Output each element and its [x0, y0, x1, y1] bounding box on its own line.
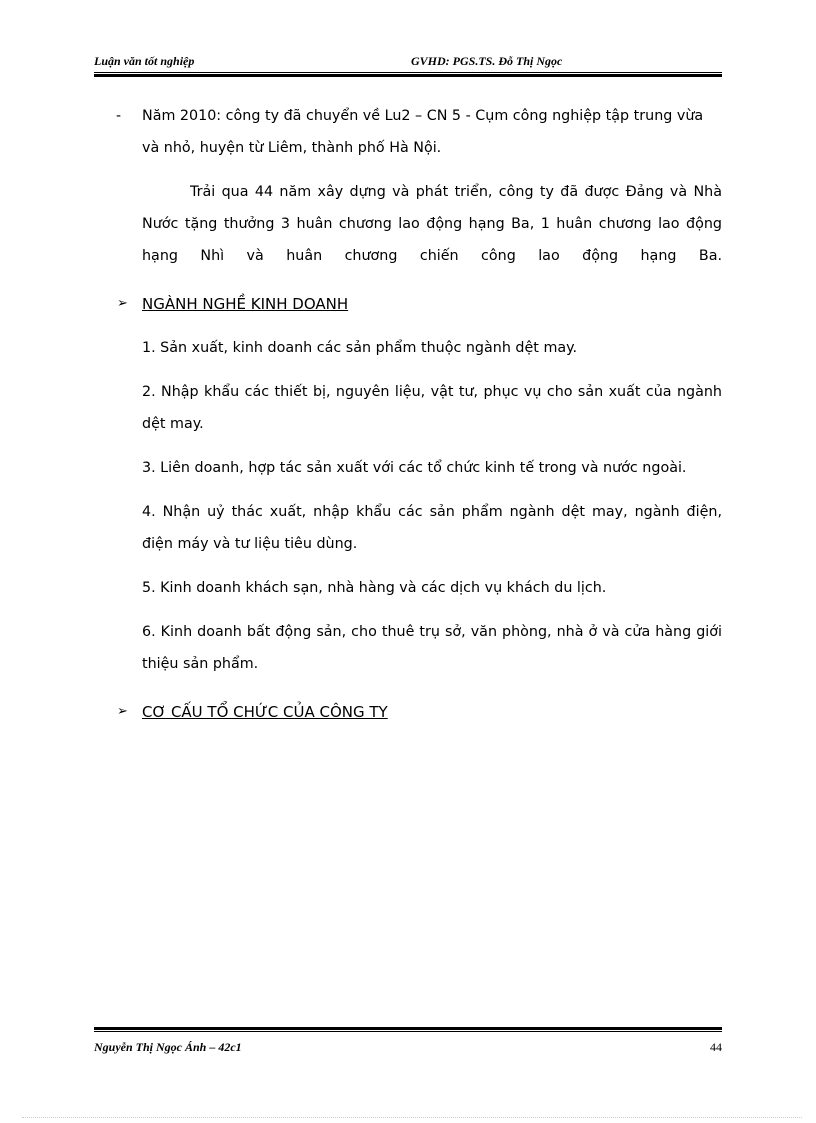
list-item: 3. Liên doanh, hợp tác sản xuất với các tổ chức kinh tế trong và nước ngoài. [142, 460, 687, 476]
section-heading-structure [94, 696, 722, 728]
header-supervisor: GVHD: PGS.TS. Đỗ Thị Ngọc [411, 54, 563, 68]
page-header [94, 50, 722, 76]
section-heading-business [94, 288, 722, 320]
page-content [94, 100, 722, 728]
list-item: 1. Sản xuất, kinh doanh các sản phẩm thuộc ngành dệt may. [142, 340, 578, 356]
header-thesis-label: Luận văn tốt nghiệp [94, 54, 195, 68]
footer-rule-thin [94, 1031, 722, 1032]
footer-author: Nguyễn Thị Ngọc Ánh – 42c1 [94, 1040, 242, 1054]
list-item: 2. Nhập khẩu các thiết bị, nguyên liệu, vật tư, phục vụ cho sản xuất của ngành dệt may. [142, 384, 722, 432]
page-edge-divider [22, 1117, 802, 1118]
intro-paragraph: Trải qua 44 năm xây dựng và phát triển, công ty đã được Đảng và Nhà Nước tặng thưởng 3 huân chương lao động hạng Ba, 1 huân chương lao động hạng Nhì và huân chương chiến công lao động hạng Ba. [142, 184, 722, 264]
bullet-paragraph [94, 100, 722, 164]
page-number: 44 [710, 1040, 722, 1054]
arrow-bullet-icon: ➢ [117, 296, 128, 311]
page-footer [94, 1027, 722, 1057]
section-title-structure: CƠ CẤU TỔ CHỨC CỦA CÔNG TY [142, 703, 388, 721]
header-rule-thin [94, 72, 722, 73]
list-item: 6. Kinh doanh bất động sản, cho thuê trụ sở, văn phòng, nhà ở và cửa hàng giới thiệu sản phẩm. [142, 624, 722, 672]
section-title-business: NGÀNH NGHỀ KINH DOANH [142, 295, 349, 313]
list-item: 5. Kinh doanh khách sạn, nhà hàng và các dịch vụ khách du lịch. [142, 580, 607, 596]
arrow-bullet-icon: ➢ [117, 704, 128, 719]
footer-rule-thick [94, 1027, 722, 1030]
list-item: 4. Nhận uỷ thác xuất, nhập khẩu các sản phẩm ngành dệt may, ngành điện, điện máy và tư liệu tiêu dùng. [142, 504, 722, 552]
bullet-text: Năm 2010: công ty đã chuyển về Lu2 – CN 5 - Cụm công nghiệp tập trung vừa và nhỏ, huyện từ Liêm, thành phố Hà Nội. [142, 108, 704, 156]
bullet-dash-icon: - [116, 108, 122, 124]
header-rule-thick [94, 74, 722, 77]
